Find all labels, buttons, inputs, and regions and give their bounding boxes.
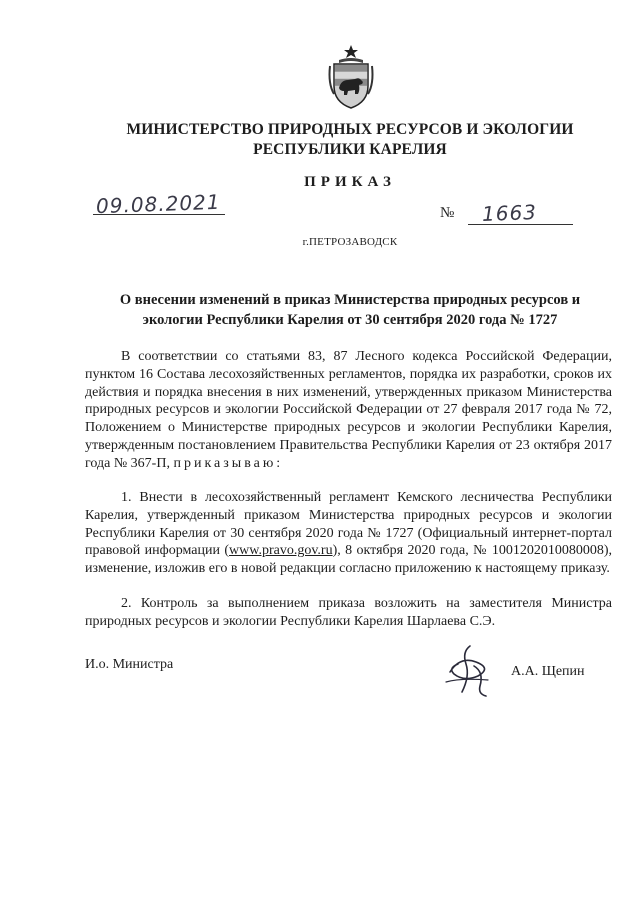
ministry-line-1: МИНИСТЕРСТВО ПРИРОДНЫХ РЕСУРСОВ И ЭКОЛОГИИ: [126, 121, 574, 138]
order-date: 09.08.2021: [95, 189, 221, 219]
order-number: 1663: [481, 200, 538, 226]
ministry-line-2: РЕСПУБЛИКИ КАРЕЛИЯ: [253, 141, 447, 158]
coat-of-arms-icon: [326, 44, 376, 110]
item-1-paragraph: [85, 489, 612, 578]
order-title: ПРИКАЗ: [304, 174, 396, 190]
subject-line-2: экологии Республики Карелия от 30 сентября 2020 года № 1727: [142, 312, 558, 328]
subject-line-1: О внесении изменений в приказ Министерства природных ресурсов и: [119, 292, 581, 308]
city-name: г.ПЕТРОЗАВОДСК: [302, 236, 398, 248]
item-2-paragraph: 2. Контроль за выполнением приказа возложить на заместителя Министра природных ресурсов и экологии Республики Карелия Шарлаева С.Э.: [85, 596, 612, 629]
signature-icon: [440, 642, 498, 700]
pravo-link[interactable]: www.pravo.gov.ru: [229, 543, 333, 559]
order-word: приказываю:: [173, 455, 284, 471]
number-label: №: [440, 205, 455, 221]
order-subject: [90, 290, 610, 330]
preamble-text: В соответствии со статьями 83, 87 Лесного кодекса Российской Федерации, пунктом 16 Состава лесохозяйственных регламентов, порядка их разработки, сроков их действия и порядка внесения в них изменений, утвержденных приказом Министерства природных ресурсов и экологии Российской Федерации от 27 февраля 2017 года № 72, Положением о Министерстве природных ресурсов и экологии Республики Карелия, утвержденным постановлением Правительства Республики Карелия от 23 октября 2017 года № 367-П,: [85, 349, 612, 471]
signer-name: А.А. Щепин: [511, 664, 585, 679]
acting-minister-title: И.о. Министра: [85, 657, 174, 672]
item-1-text-end: ), 8 октября 2020 года, № 1001202010080008), изменение, изложив его в новой редакции согласно приложению к настоящему приказу.: [85, 543, 613, 577]
preamble-paragraph: [85, 348, 612, 473]
ministry-name: [120, 120, 580, 160]
item-1-text-start: 1. Внести в лесохозяйственный регламент Кемского лесничества Республики Карелия, утвержденный приказом Министерства природных ресурсов и экологии Республики Карелия от 30 сентября 2020 года № 1727 (Официальный интернет-портал правовой информации (: [85, 490, 612, 559]
